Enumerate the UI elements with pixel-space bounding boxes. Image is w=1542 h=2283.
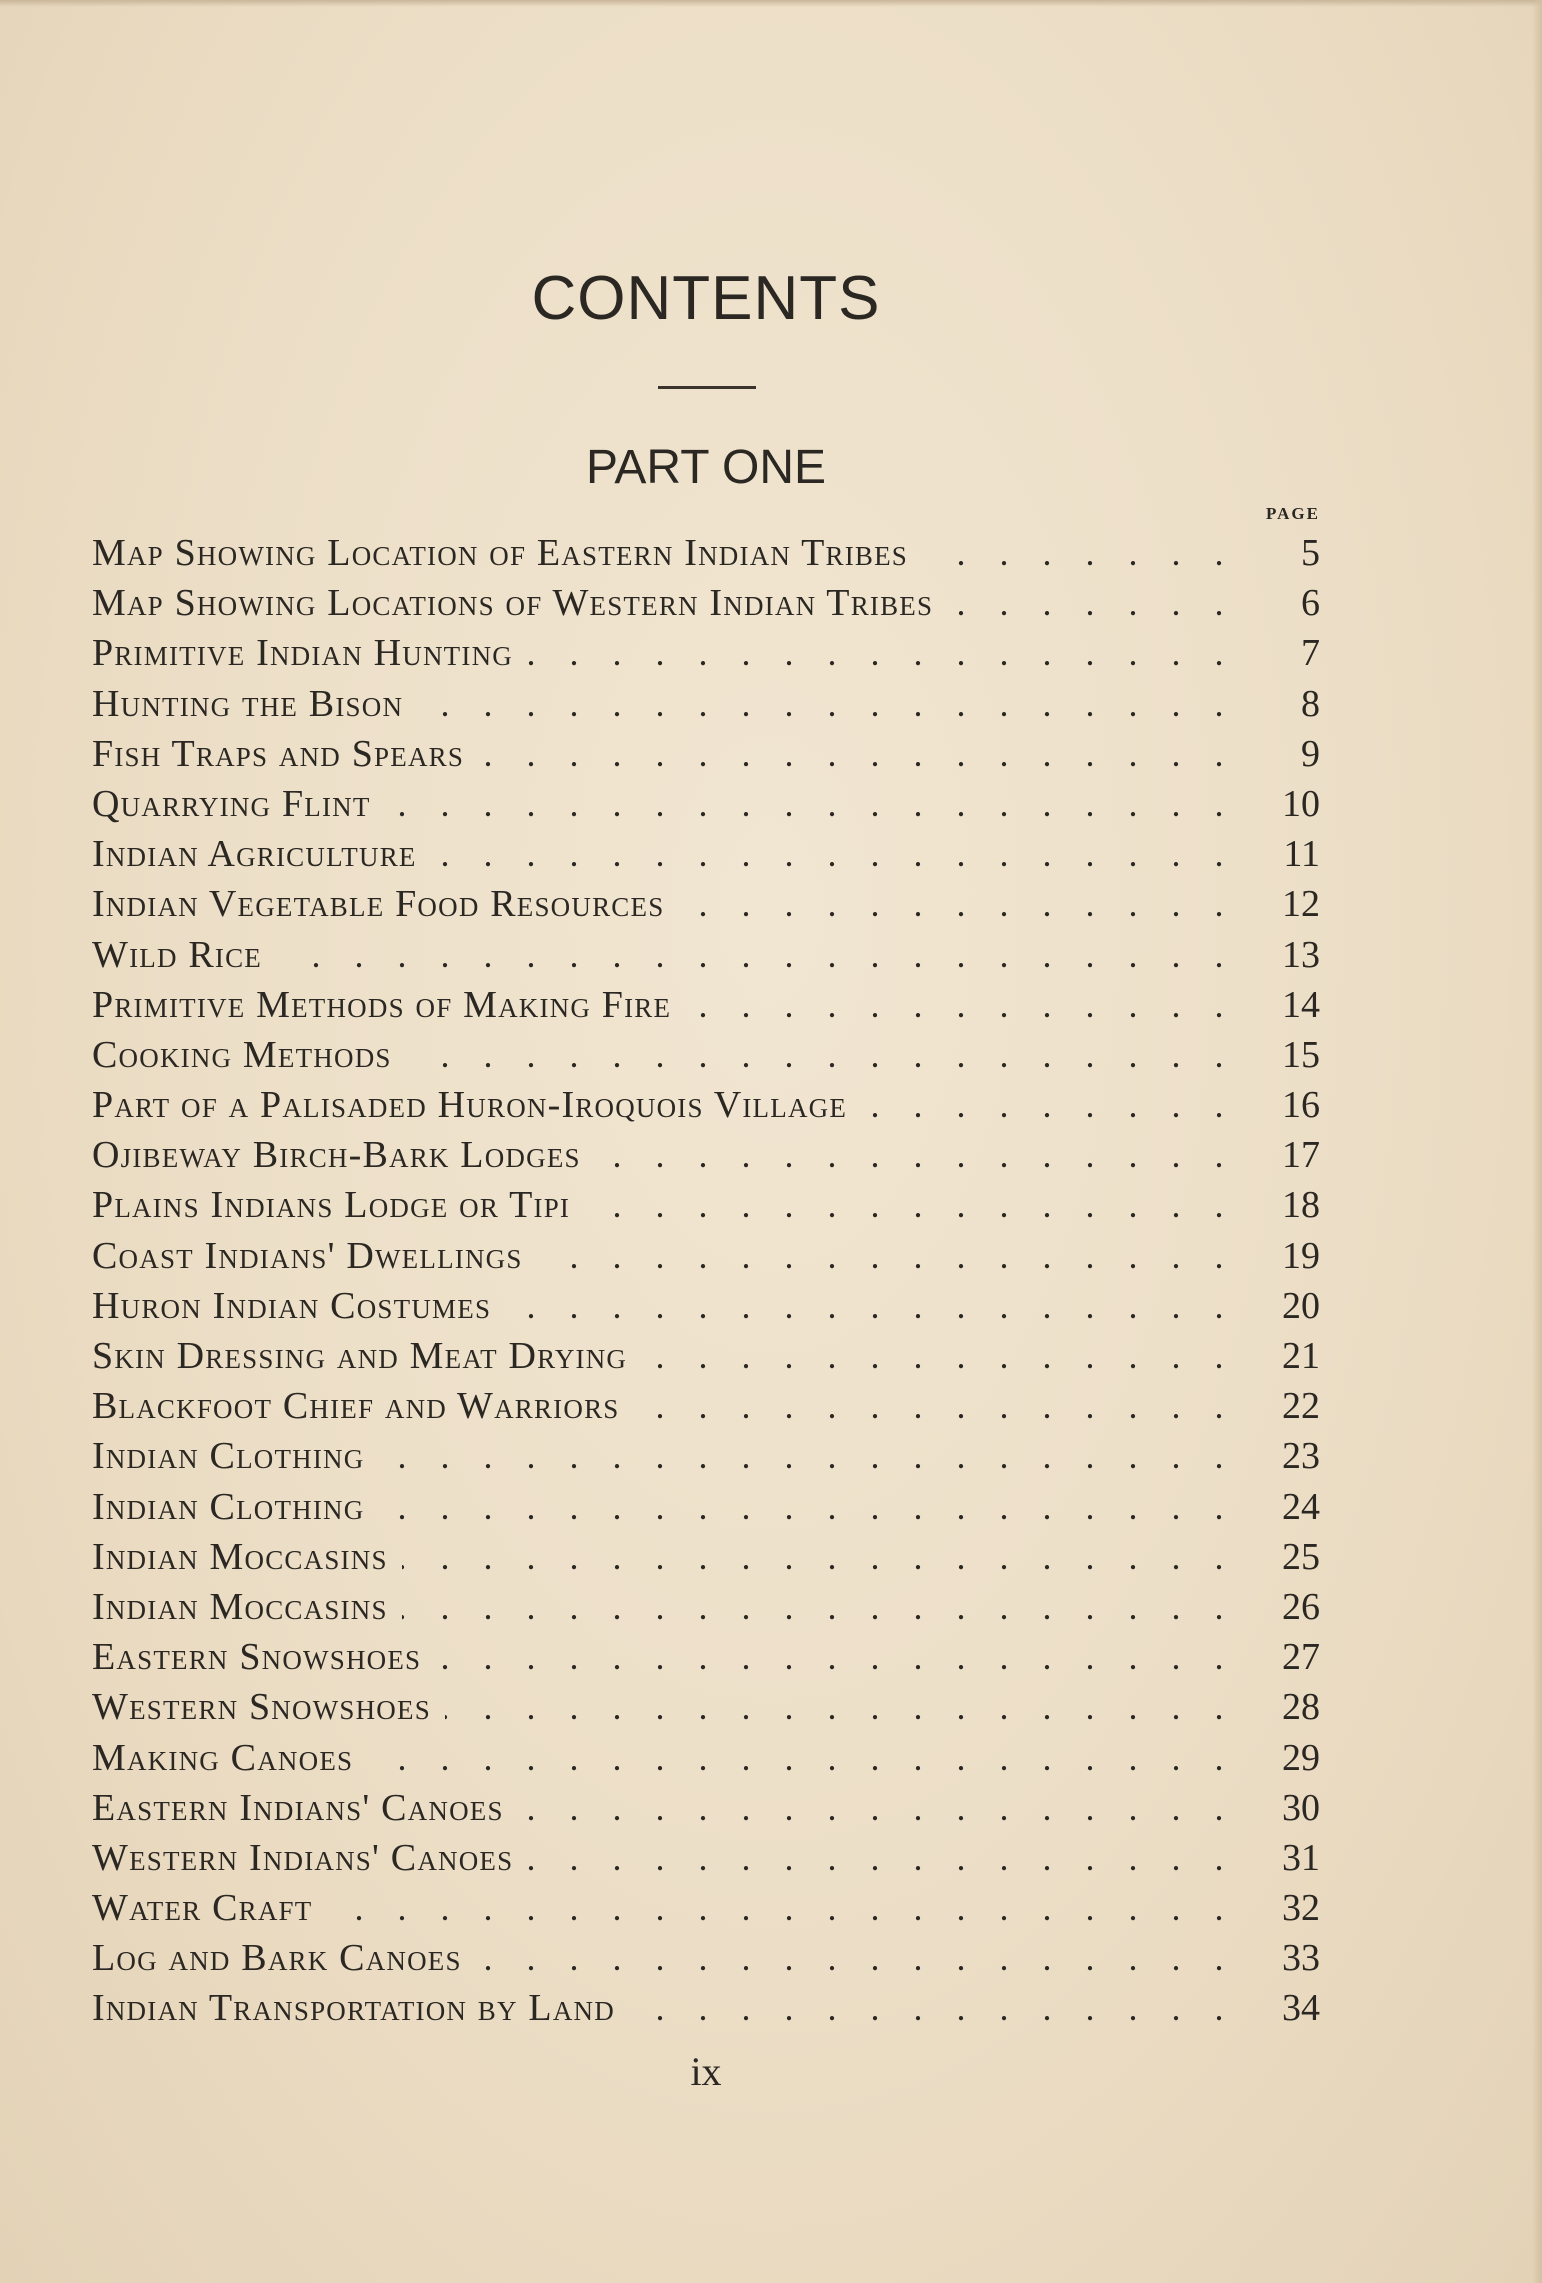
toc-entry-page-number: 13 [1282,933,1320,976]
dot-leader [947,578,1236,628]
toc-entry [92,1381,1320,1431]
toc-entry-title: Quarrying Flint [92,782,371,825]
toc-entry-page-number: 19 [1282,1234,1320,1277]
page-top-edge [0,0,1542,7]
toc-entry [92,879,1320,929]
toc-entry-page-number: 29 [1282,1736,1320,1779]
dot-leader [435,1632,1236,1682]
dot-leader [678,879,1236,929]
page-right-edge [1532,0,1542,2283]
toc-entry-page-number: 12 [1282,883,1320,926]
toc-entry-page-number: 9 [1301,732,1320,775]
toc-entry-title: Skin Dressing and Meat Drying [92,1335,628,1377]
toc-entry-title: Part of a Palisaded Huron-Iroquois Village [92,1084,848,1127]
dot-leader [367,1733,1236,1783]
toc-entry-title: Blackfoot Chief and Warriors [92,1385,620,1428]
toc-entry-title: Indian Transportation by Land [92,1987,615,2030]
dot-leader [584,1180,1236,1230]
title-divider [658,386,756,389]
toc-entry [92,578,1320,628]
toc-entry [92,1180,1320,1230]
toc-entry-page-number: 18 [1282,1184,1320,1227]
dot-leader [478,729,1236,779]
toc-entry-title: Log and Bark Canoes [92,1937,462,1980]
dot-leader [402,1532,1236,1582]
toc-entry [92,829,1320,879]
toc-entry-page-number: 23 [1282,1435,1320,1478]
toc-entry [92,1331,1320,1381]
toc-entry-title: Indian Clothing [92,1435,365,1478]
toc-entry [92,528,1320,578]
toc-entry-title: Indian Vegetable Food Resources [92,883,665,926]
toc-entry-title: Indian Agriculture [92,833,417,876]
dot-leader [634,1381,1236,1431]
toc-entry [92,1783,1320,1833]
page-number: ix [690,2049,722,2094]
dot-leader [326,1883,1236,1933]
toc-entry [92,1883,1320,1933]
toc-entry-title: Plains Indians Lodge or Tipi [92,1184,571,1227]
toc-entry-title: Eastern Indians' Canoes [92,1786,504,1829]
toc-entry-page-number: 21 [1282,1335,1320,1377]
dot-leader [537,1231,1236,1281]
toc-entry-page-number: 31 [1282,1836,1320,1879]
toc-entry-title: Primitive Methods of Making Fire [92,983,672,1026]
dot-leader [431,829,1236,879]
toc-entry-page-number: 33 [1282,1937,1320,1980]
toc-entry-page-number: 8 [1301,682,1320,725]
toc-entry-title: Making Canoes [92,1736,354,1779]
toc-entry-title: Wild Rice [92,933,262,976]
dot-leader [476,1933,1236,1983]
toc-entry-title: Huron Indian Costumes [92,1284,492,1327]
dot-leader [527,1833,1236,1883]
toc-entry [92,1582,1320,1632]
dot-leader [922,528,1236,578]
toc-entry-page-number: 27 [1282,1636,1320,1679]
toc-entry [92,1933,1320,1983]
dot-leader [685,980,1236,1030]
toc-entry-page-number: 28 [1282,1686,1320,1729]
toc-entry [92,1983,1320,2033]
toc-entry [92,1632,1320,1682]
dot-leader [385,779,1236,829]
toc-entry-page-number: 22 [1282,1385,1320,1428]
toc-entry-title: Western Indians' Canoes [92,1836,514,1879]
toc-entry-title: Fish Traps and Spears [92,732,465,775]
toc-entry-title: Primitive Indian Hunting [92,632,513,675]
dot-leader [378,1431,1236,1481]
toc-entry-page-number: 20 [1282,1284,1320,1327]
toc-entry [92,1431,1320,1481]
toc-entry-page-number: 17 [1282,1134,1320,1177]
toc-entry-title: Western Snowshoes [92,1686,431,1729]
dot-leader [378,1482,1236,1532]
toc-entry-page-number: 14 [1282,983,1320,1026]
dot-leader [518,1783,1236,1833]
dot-leader [406,1030,1236,1080]
toc-entry [92,1682,1320,1732]
toc-entry-title: Cooking Methods [92,1033,392,1076]
toc-entry-title: Ojibeway Birch-Bark Lodges [92,1134,581,1177]
toc-entry-title: Map Showing Locations of Western Indian Tribes [92,582,934,625]
toc-entry-page-number: 5 [1301,532,1320,574]
toc-entry [92,1281,1320,1331]
toc-entry [92,628,1320,678]
toc-entry-page-number: 25 [1282,1535,1320,1578]
toc-entry [92,1532,1320,1582]
toc-entry-page-number: 15 [1282,1033,1320,1076]
toc-entry-page-number: 34 [1282,1987,1320,2030]
toc-entry [92,779,1320,829]
toc-entry-page-number: 26 [1282,1585,1320,1628]
toc-entry [92,1733,1320,1783]
contents-title: CONTENTS [531,264,881,333]
toc-entry [92,1030,1320,1080]
dot-leader [445,1682,1236,1732]
toc-entry [92,1130,1320,1180]
toc-entry-title: Eastern Snowshoes [92,1636,422,1679]
toc-entry-title: Water Craft [92,1887,313,1930]
dot-leader [629,1983,1236,2033]
toc-entry-page-number: 10 [1282,782,1320,825]
table-of-contents [92,528,1320,2034]
toc-entry-page-number: 7 [1301,632,1320,675]
toc-entry-title: Hunting the Bison [92,682,404,725]
dot-leader [402,1582,1236,1632]
toc-entry [92,1080,1320,1130]
toc-entry-page-number: 16 [1282,1084,1320,1127]
dot-leader [505,1281,1236,1331]
dot-leader [417,679,1236,729]
dot-leader [527,628,1236,678]
toc-entry [92,729,1320,779]
toc-entry [92,1231,1320,1281]
dot-leader [861,1080,1236,1130]
dot-leader [641,1331,1236,1381]
toc-entry-page-number: 30 [1282,1786,1320,1829]
dot-leader [595,1130,1236,1180]
toc-entry-title: Map Showing Location of Eastern Indian Tribes [92,532,909,574]
toc-entry [92,980,1320,1030]
dot-leader [276,930,1236,980]
toc-entry-page-number: 24 [1282,1485,1320,1528]
page-column-heading: PAGE [1266,504,1320,523]
toc-entry-title: Indian Moccasins [92,1585,388,1628]
toc-entry-title: Indian Clothing [92,1485,365,1528]
toc-entry-page-number: 11 [1283,833,1320,876]
toc-entry [92,679,1320,729]
toc-entry-page-number: 6 [1301,582,1320,625]
toc-entry [92,1482,1320,1532]
toc-entry [92,1833,1320,1883]
toc-entry-title: Indian Moccasins [92,1535,388,1578]
toc-entry [92,930,1320,980]
toc-entry-page-number: 32 [1282,1887,1320,1930]
toc-entry-title: Coast Indians' Dwellings [92,1234,523,1277]
part-heading: PART ONE [585,441,827,494]
